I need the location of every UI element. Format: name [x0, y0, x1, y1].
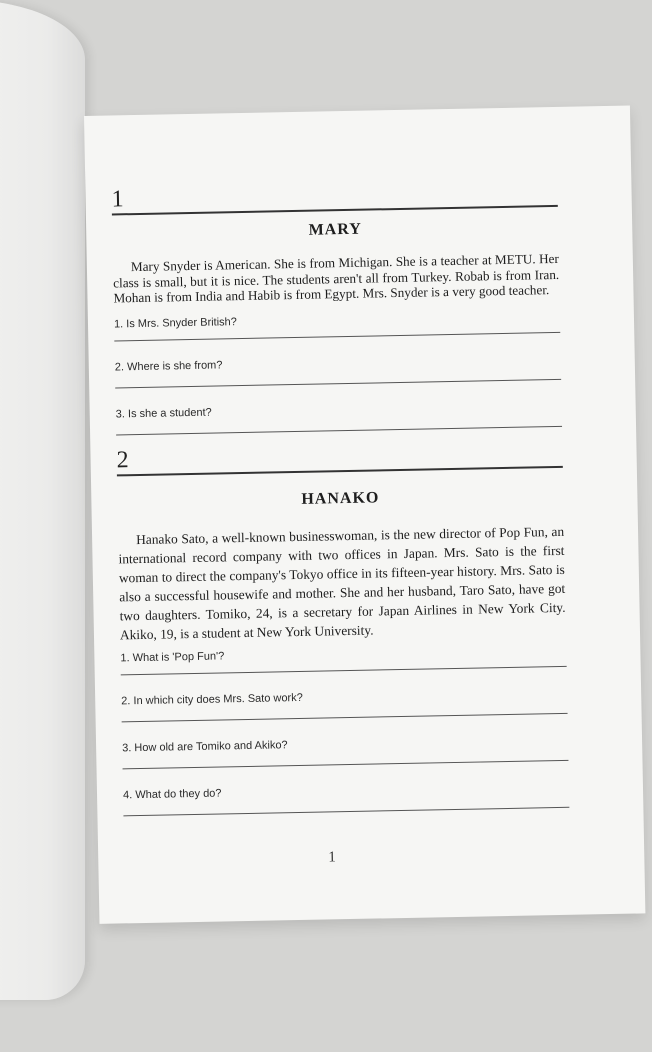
book-page	[84, 106, 645, 924]
lesson-number: 1	[111, 179, 557, 216]
question: 1. What is 'Pop Fun'?	[120, 638, 566, 676]
question: 1. Is Mrs. Snyder British?	[114, 304, 560, 342]
lesson-number: 2	[116, 440, 562, 477]
lesson-title: MARY	[308, 220, 362, 239]
page-number: 1	[328, 849, 336, 866]
left-page-edge	[0, 0, 85, 1000]
lesson-2	[116, 440, 569, 816]
question: 2. In which city does Mrs. Sato work?	[121, 681, 568, 723]
lesson-title: HANAKO	[301, 489, 380, 508]
reading-passage: Mary Snyder is American. She is from Michigan. She is a teacher at METU. Her class is small, but it is nice. The students aren't all from Turkey. Robab is from Iran. Mohan is from India and Habib is from Egypt. Mrs. Snyder is a very good teacher.	[113, 250, 560, 306]
question: 3. How old are Tomiko and Akiko?	[122, 728, 569, 770]
reading-passage: Hanako Sato, a well-known businesswoman, is the new director of Pop Fun, an international record company with two offices in Japan. Mrs. Sato is the first woman to direct the company's Tokyo office in its fifteen-year history. Mrs. Sato is also a successful housewife and mother. She and her husband, Taro Sato, have got two daughters. Tomiko, 24, is a secretary for Japan Airlines in New York City. Akiko, 19, is a student at New York University.	[118, 523, 566, 643]
question: 4. What do they do?	[123, 775, 570, 817]
question: 2. Where is she from?	[115, 347, 562, 389]
question: 3. Is she a student?	[116, 394, 563, 436]
lesson-1	[111, 179, 562, 435]
